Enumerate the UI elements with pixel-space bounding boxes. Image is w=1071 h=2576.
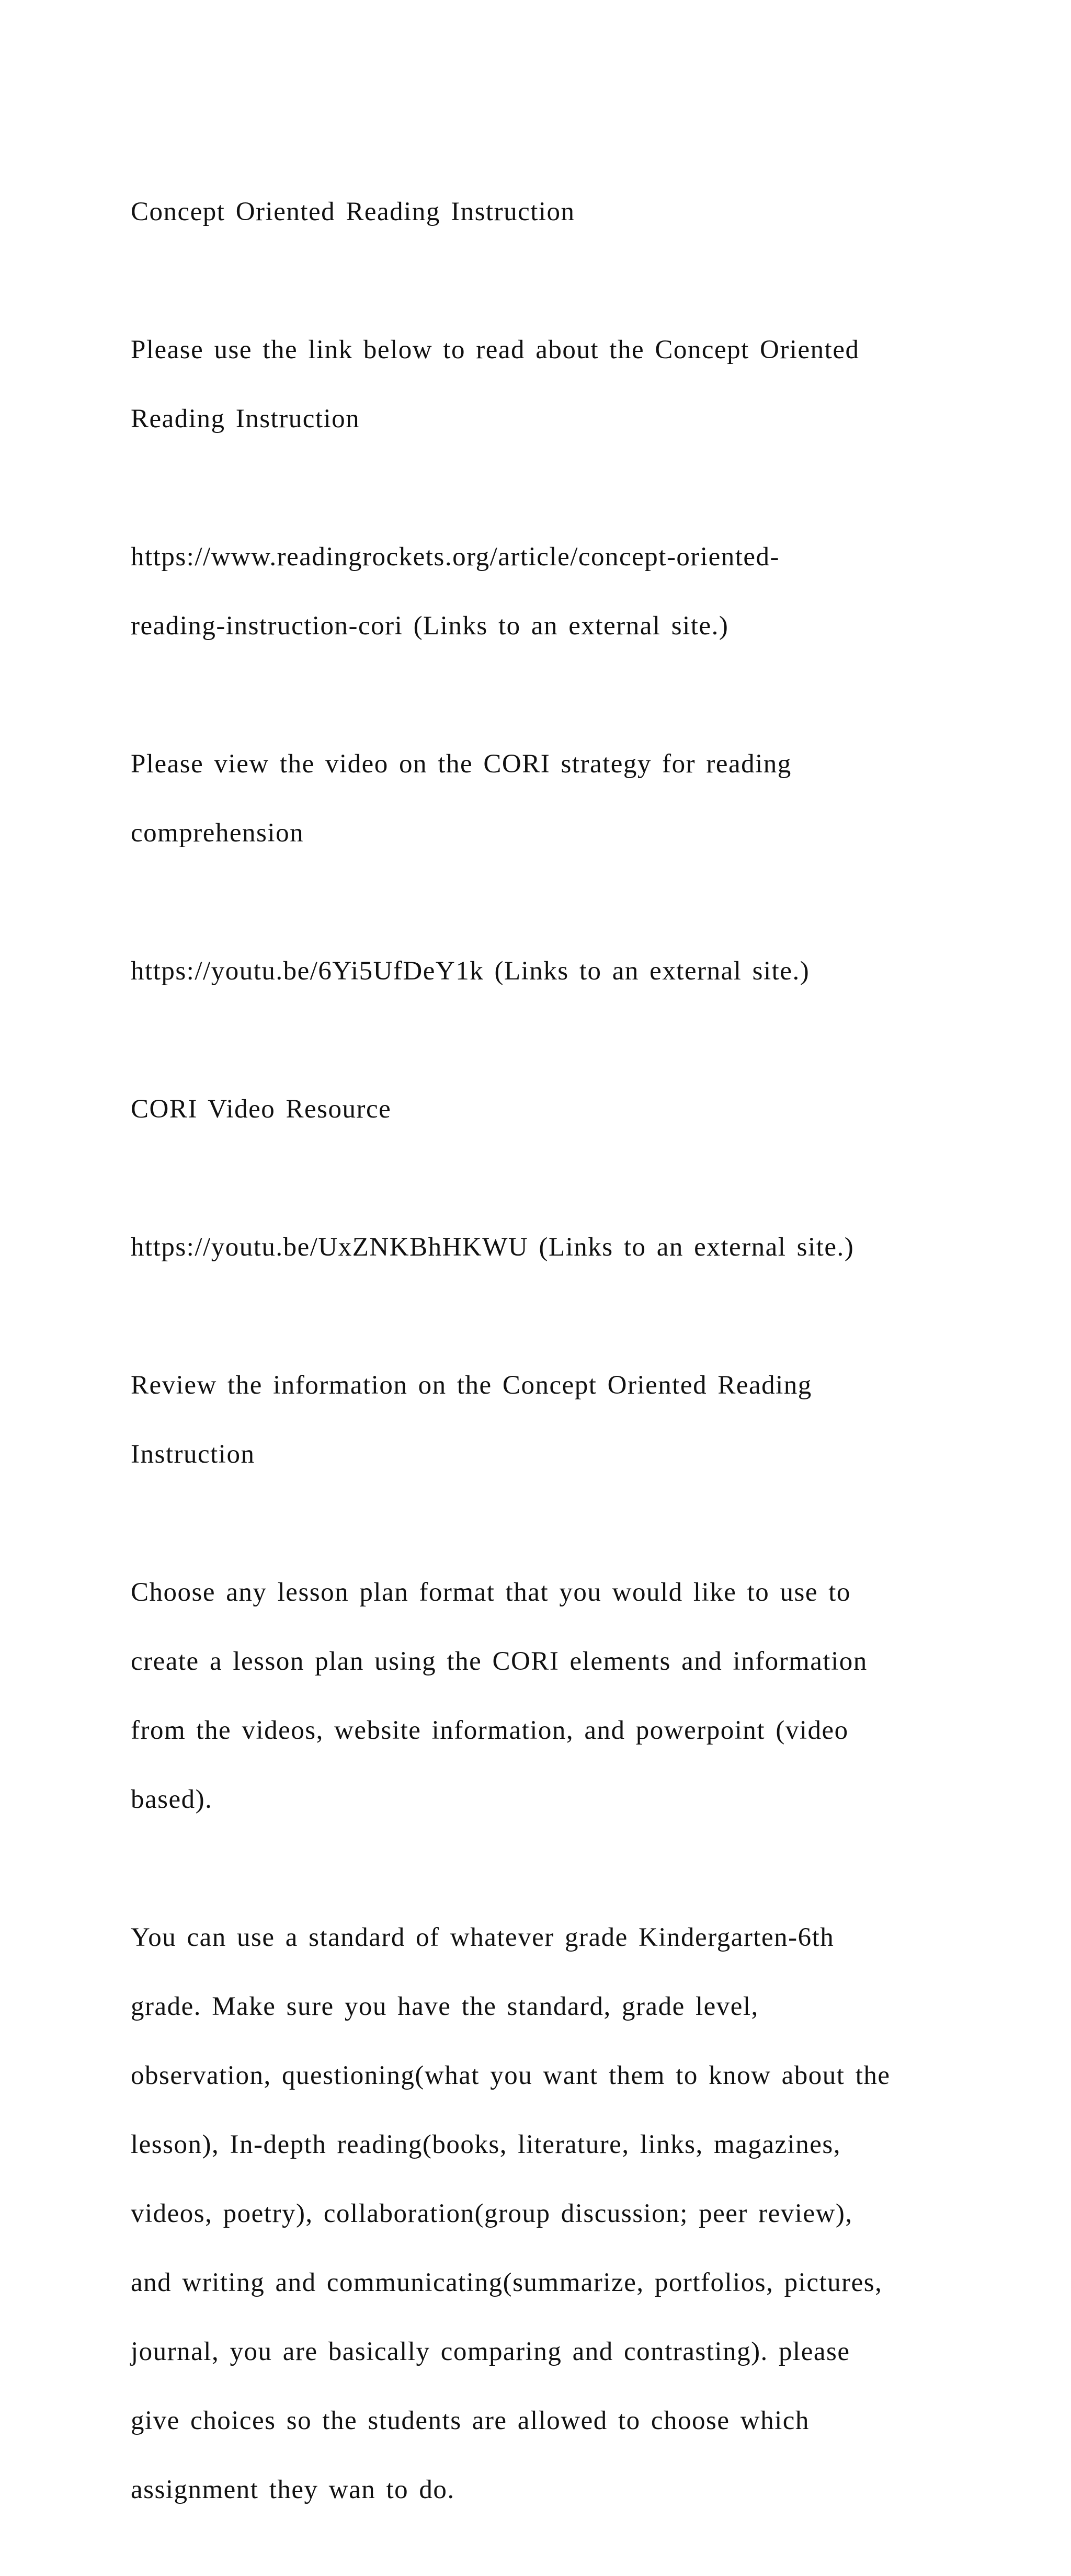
video-link-external-note: (Links to an external site.)	[484, 956, 810, 986]
review-paragraph	[131, 1333, 978, 1506]
intro-paragraph	[131, 298, 978, 471]
standards-line-4: lesson), In-depth reading(books, literature, links, magazines,	[131, 2130, 841, 2159]
standards-line-1: You can use a standard of whatever grade Kindergarten-6th	[131, 1923, 835, 1952]
lesson-plan-line-4: based).	[131, 1785, 213, 1814]
lesson-plan-line-2: create a lesson plan using the CORI elements and information	[131, 1647, 868, 1676]
lesson-plan-paragraph	[131, 1541, 978, 1851]
article-link-url-part-1[interactable]: https://www.readingrockets.org/article/concept-oriented-	[131, 542, 780, 572]
lesson-plan-line-1: Choose any lesson plan format that you would like to use to	[131, 1578, 851, 1607]
standards-line-3: observation, questioning(what you want them to know about the	[131, 2061, 891, 2090]
intro-line-1: Please use the link below to read about the Concept Oriented	[131, 335, 860, 364]
video-link-paragraph	[131, 919, 978, 1023]
resource-link-paragraph	[131, 1195, 978, 1299]
document-body	[131, 160, 978, 2576]
article-link-external-note: (Links to an external site.)	[403, 611, 729, 641]
video-resource-heading	[131, 1057, 978, 1161]
article-link-line-1[interactable]	[131, 540, 978, 574]
title-line: Concept Oriented Reading Instruction	[131, 197, 575, 226]
standards-line-5: videos, poetry), collaboration(group discussion; peer review),	[131, 2199, 853, 2228]
standards-line-2: grade. Make sure you have the standard, grade level,	[131, 1992, 759, 2021]
article-link-line-2	[131, 609, 978, 643]
resource-link-line	[131, 1230, 978, 1264]
standards-line-8: give choices so the students are allowed to choose which	[131, 2406, 810, 2435]
intro-line-2: Reading Instruction	[131, 404, 360, 434]
document-title	[131, 160, 978, 264]
standards-line-6: and writing and communicating(summarize, portfolios, pictures,	[131, 2268, 883, 2297]
standards-paragraph	[131, 1886, 978, 2541]
video-resource-heading-text: CORI Video Resource	[131, 1095, 392, 1124]
video-link-line	[131, 954, 978, 988]
resource-link-external-note: (Links to an external site.)	[528, 1233, 854, 1262]
standards-line-9: assignment they wan to do.	[131, 2475, 455, 2504]
video-line-1: Please view the video on the CORI strategy for reading	[131, 749, 792, 779]
lesson-plan-line-3: from the videos, website information, and powerpoint (video	[131, 1716, 849, 1745]
standards-line-7: journal, you are basically comparing and contrasting). please	[131, 2337, 850, 2366]
review-line-1: Review the information on the Concept Oriented Reading	[131, 1371, 812, 1400]
video-line-2: comprehension	[131, 818, 304, 848]
article-link-paragraph	[131, 505, 978, 678]
resource-link-url[interactable]: https://youtu.be/UxZNKBhHKWU	[131, 1233, 529, 1262]
video-paragraph	[131, 712, 978, 885]
video-link-url[interactable]: https://youtu.be/6Yi5UfDeY1k	[131, 956, 484, 986]
article-link-url-part-2[interactable]: reading-instruction-cori	[131, 611, 403, 641]
review-line-2: Instruction	[131, 1440, 255, 1469]
